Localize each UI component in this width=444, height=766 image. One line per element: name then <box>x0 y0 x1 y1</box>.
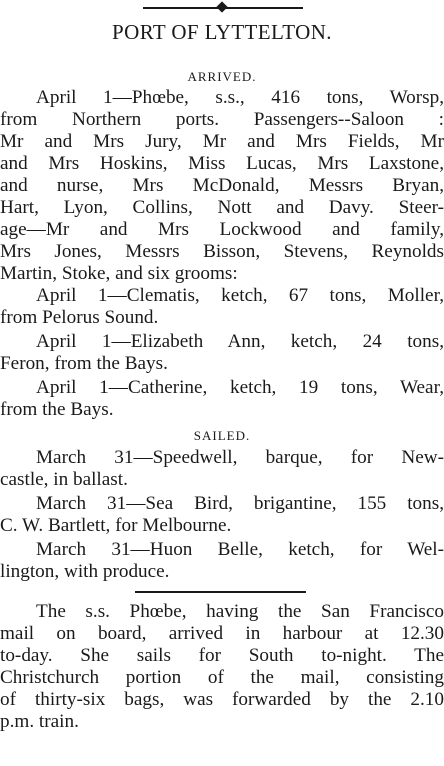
page-title: PORT OF LYTTELTON. <box>112 20 332 44</box>
arrival-clematis-line-2: from Pelorus Sound. <box>0 307 159 328</box>
sailed-speedwell-line-1: March 31—Speedwell, barque, for New- <box>36 447 444 468</box>
notice-line-3: to-day. She sails for South to-night. The <box>0 645 444 666</box>
sailed-seabird-line-2: C. W. Bartlett, for Melbourne. <box>0 515 232 536</box>
arrived-heading: ARRIVED. <box>187 69 257 84</box>
arrival-line-1: April 1—Phœbe, s.s., 416 tons, Worsp, <box>36 87 444 108</box>
arrival-line-7: age—Mr and Mrs Lockwood and family, <box>0 219 444 240</box>
notice-line-6: p.m. train. <box>0 711 79 732</box>
notice-line-4: Christchurch portion of the mail, consisting <box>0 667 444 688</box>
notice-line-1: The s.s. Phœbe, having the San Francisco <box>36 601 444 622</box>
arrival-line-2: from Northern ports. Passengers--Saloon : <box>0 109 444 130</box>
arrival-clematis-line-1: April 1—Clematis, ketch, 67 tons, Moller, <box>36 285 444 306</box>
sailed-speedwell-line-2: castle, in ballast. <box>0 469 128 490</box>
sailed-huonbelle-line-1: March 31—Huon Belle, ketch, for Wel- <box>36 539 444 560</box>
arrival-elizabeth-line-2: Feron, from the Bays. <box>0 353 168 374</box>
sailed-huonbelle-line-2: lington, with produce. <box>0 561 170 582</box>
arrival-line-4: and Mrs Hoskins, Miss Lucas, Mrs Laxstone, <box>0 153 444 174</box>
arrival-line-5: and nurse, Mrs McDonald, Messrs Bryan, <box>0 175 444 196</box>
sailed-seabird-line-1: March 31—Sea Bird, brigantine, 155 tons, <box>36 493 444 514</box>
diamond-ornament-icon <box>216 1 227 12</box>
arrival-elizabeth-line-1: April 1—Elizabeth Ann, ketch, 24 tons, <box>36 331 444 352</box>
notice-line-2: mail on board, arrived in harbour at 12.30 <box>0 623 444 644</box>
notice-line-5: of thirty-six bags, was forwarded by the 2.10 <box>0 689 444 710</box>
arrival-line-8: Mrs Jones, Messrs Bisson, Stevens, Reynolds <box>0 241 444 262</box>
arrival-line-3: Mr and Mrs Jury, Mr and Mrs Fields, Mr <box>0 131 444 152</box>
sailed-heading: SAILED. <box>193 428 251 443</box>
arrival-catherine-line-2: from the Bays. <box>0 399 114 420</box>
ornament-divider <box>143 3 303 12</box>
arrival-line-6: Hart, Lyon, Collins, Nott and Davy. Steer- <box>0 197 444 218</box>
arrival-line-9: Martin, Stoke, and six grooms: <box>0 263 238 284</box>
arrival-catherine-line-1: April 1—Catherine, ketch, 19 tons, Wear, <box>36 377 444 398</box>
section-divider <box>135 591 306 593</box>
